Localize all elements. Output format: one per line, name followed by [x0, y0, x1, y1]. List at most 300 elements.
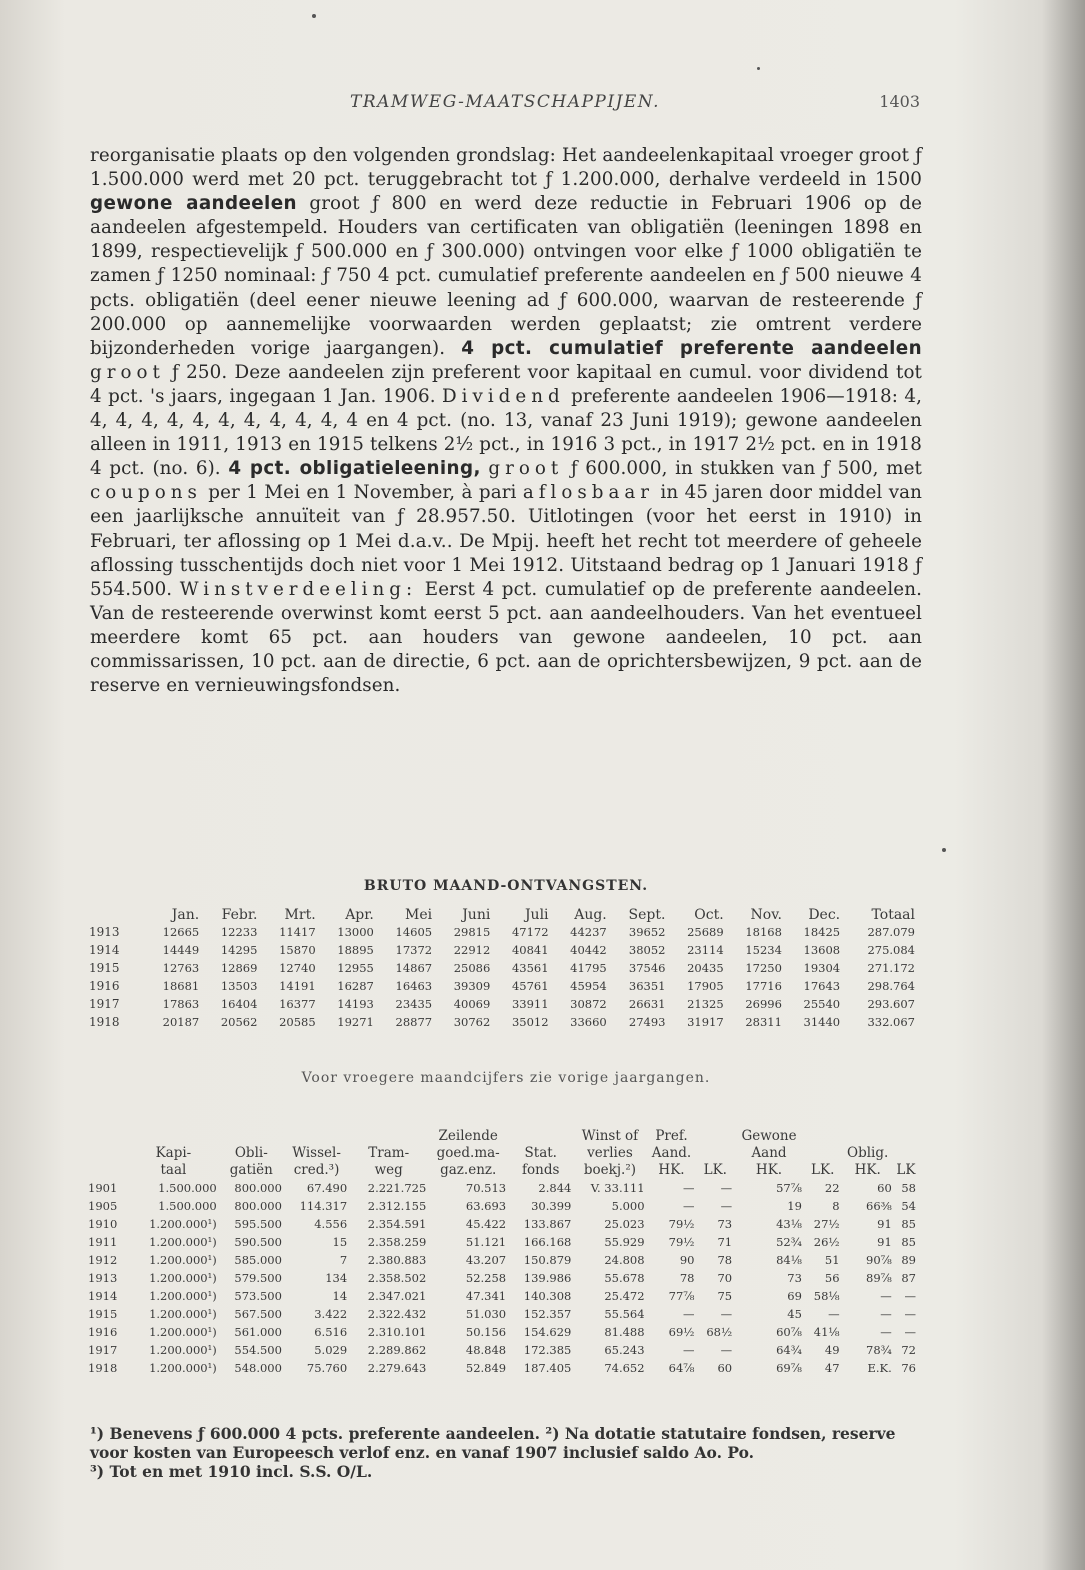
table-cell: 75.760	[306, 1361, 348, 1375]
table-cell: —	[682, 1181, 695, 1195]
table-cell: 78	[679, 1271, 695, 1285]
table-row	[86, 1341, 918, 1359]
table-cell: 17716	[745, 979, 782, 993]
table-cell: 20585	[279, 1015, 316, 1029]
table-cell: 33660	[570, 1015, 607, 1029]
table-cell: 31440	[803, 1015, 841, 1029]
table-cell: 25086	[453, 961, 491, 975]
table-cell: 30.399	[531, 1199, 572, 1213]
column-header: Jan.	[171, 906, 200, 923]
table-cell: 1916	[89, 979, 120, 993]
table-cell: 36351	[628, 979, 666, 993]
table-cell: —	[880, 1289, 892, 1303]
table-cell: 47.341	[465, 1289, 507, 1303]
table-cell: 14191	[279, 979, 316, 993]
table-cell: 2.358.259	[367, 1235, 427, 1249]
table-cell: 89	[901, 1253, 916, 1267]
table-cell: 52.258	[465, 1271, 507, 1285]
table-cell: 17863	[162, 997, 200, 1011]
table-cell: 25689	[687, 925, 724, 939]
table-cell: 39652	[628, 925, 666, 939]
table-cell: 79½	[668, 1235, 695, 1249]
table-row	[86, 1251, 918, 1269]
table-cell: 26631	[628, 997, 666, 1011]
table-cell: 48.848	[465, 1343, 507, 1357]
table-cell: 51.121	[465, 1235, 507, 1249]
table-cell: 58	[901, 1181, 916, 1195]
table-cell: 800.000	[234, 1199, 282, 1213]
table-cell: 40442	[570, 943, 607, 957]
column-header	[86, 1128, 128, 1179]
table-cell: —	[904, 1307, 916, 1321]
table-cell: 1.200.000¹)	[149, 1325, 217, 1339]
table-cell: 63.693	[465, 1199, 507, 1213]
table-cell: 22	[824, 1181, 840, 1195]
table-cell: 1913	[88, 1271, 118, 1285]
table-cell: 12665	[162, 925, 200, 939]
table-cell: 13000	[337, 925, 374, 939]
column-header: Oblig. HK.	[847, 1145, 889, 1178]
table-cell: 18425	[803, 925, 841, 939]
table-cell: 21325	[687, 997, 724, 1011]
table-cell: 43561	[511, 961, 549, 975]
table-cell: 19	[787, 1199, 802, 1213]
column-header: Sept.	[628, 906, 666, 923]
column-header: Totaal	[871, 906, 915, 923]
table-cell: 287.079	[867, 925, 915, 939]
table-cell: 52.849	[465, 1361, 507, 1375]
table-cell: 41795	[570, 961, 607, 975]
table-cell: 1905	[88, 1199, 118, 1213]
table-cell: 28877	[395, 1015, 433, 1029]
table-cell: 15870	[279, 943, 316, 957]
column-header: Apr.	[345, 906, 374, 923]
column-header: Aug.	[574, 906, 607, 923]
table-cell: 20187	[162, 1015, 200, 1029]
spaced-run: aflosbaar	[522, 482, 655, 504]
text-run: reorganisatie plaats op den volgenden grondslag: Het aandeelenkapitaal vroeger groot ƒ 1.500.000 werd met 20 pct. teruggebracht tot ƒ 1.200.000, derhalve verdeeld in 1500	[90, 145, 922, 191]
table-cell: 84⅛	[776, 1253, 802, 1267]
table-cell: 3.422	[314, 1307, 348, 1321]
table-cell: 150.879	[523, 1253, 572, 1267]
footnote-1: ¹) Benevens ƒ 600.000 4 pcts. preferente aandeelen. ²) Na dotatie statutaire fondsen, reserve voor kosten van Europeesch verlof enz. en vanaf 1907 inclusief saldo Ao. Po.	[90, 1424, 896, 1462]
table-cell: 152.357	[523, 1307, 572, 1321]
table-cell: 2.347.021	[367, 1289, 427, 1303]
table-cell: 2.380.883	[367, 1253, 427, 1267]
table-cell: 43.207	[465, 1253, 507, 1267]
table-row	[86, 1215, 918, 1233]
table-cell: 60	[717, 1361, 733, 1375]
column-header: LK.	[811, 1162, 835, 1178]
bold-heading-run: 4 pct. cumulatief preferente aandeelen	[461, 337, 922, 359]
table-cell: 67.490	[306, 1181, 348, 1195]
table-cell: 133.867	[523, 1217, 572, 1231]
table-cell: 1.200.000¹)	[149, 1253, 217, 1267]
table-cell: 1912	[88, 1253, 118, 1267]
table-cell: 2.310.101	[367, 1325, 427, 1339]
table-cell: —	[682, 1343, 695, 1357]
table-cell: 567.500	[234, 1307, 282, 1321]
table-cell: 55.929	[604, 1235, 645, 1249]
table-cell: 43⅛	[776, 1217, 802, 1231]
table-cell: 293.607	[867, 997, 915, 1011]
table-row	[86, 1287, 918, 1305]
table-cell: 27493	[628, 1015, 666, 1029]
table-cell: 1915	[89, 961, 120, 975]
column-header: Zeilende goed.ma- gaz.enz.	[436, 1128, 500, 1178]
table-cell: 1911	[88, 1235, 118, 1249]
table-cell: 90	[679, 1253, 695, 1267]
table-cell: 15	[332, 1235, 348, 1249]
table-cell: —	[880, 1307, 892, 1321]
running-head	[90, 92, 920, 116]
spaced-run: Dividend	[442, 385, 565, 407]
table-cell: 19271	[337, 1015, 374, 1029]
footnote-2: ³) Tot en met 1910 incl. S.S. O/L.	[90, 1462, 373, 1481]
column-header	[88, 906, 142, 923]
table-cell: —	[720, 1307, 733, 1321]
table-cell: 11417	[279, 925, 316, 939]
table-cell: 2.312.155	[367, 1199, 427, 1213]
monthly-receipts-table	[88, 906, 916, 1031]
table-cell: 68½	[706, 1325, 733, 1339]
table-cell: 134	[325, 1271, 348, 1285]
table-row	[86, 1269, 918, 1287]
table-cell: 49	[824, 1343, 840, 1357]
text-run: ƒ 250. Deze aandeelen zijn preferent voor kapitaal en cumul. voor dividend tot 4 pct. 's jaars, ingegaan 1 Jan. 1906.	[90, 361, 922, 407]
table-row	[86, 1233, 918, 1251]
column-header: Oct.	[694, 906, 724, 923]
table-cell: 33911	[511, 997, 549, 1011]
table-cell: 69⅞	[776, 1361, 802, 1375]
table-cell: 25.023	[604, 1217, 645, 1231]
table-cell: 19304	[803, 961, 841, 975]
table-cell: 55.678	[604, 1271, 645, 1285]
monthly-table-title: BRUTO MAAND-ONTVANGSTEN.	[363, 878, 649, 894]
table-cell: 1.200.000¹)	[149, 1235, 217, 1249]
table-cell: 4.556	[314, 1217, 348, 1231]
table-cell: 74.652	[604, 1361, 645, 1375]
table-cell: 87	[901, 1271, 916, 1285]
table-cell: 6.516	[314, 1325, 348, 1339]
column-header: Juni	[462, 906, 491, 923]
table-cell: 73	[787, 1271, 802, 1285]
text-run: ƒ 600.000, in stukken van ƒ 500, met	[563, 458, 922, 480]
table-row	[86, 1359, 918, 1377]
table-cell: 77⅞	[668, 1289, 695, 1303]
table-cell: 16287	[337, 979, 374, 993]
table-cell: V. 33.111	[590, 1181, 645, 1195]
table-cell: 29815	[453, 925, 491, 939]
spaced-run: groot	[488, 458, 564, 480]
table-cell: 2.221.725	[367, 1181, 427, 1195]
table-cell: 30872	[570, 997, 607, 1011]
text-run: in 45 jaren door middel van een jaarlijksche annuïteit van ƒ 28.957.50. Uitlotingen (voor het eerst in 1910) in Februari, ter aflossing op 1 Mei d.a.v.. De Mpij. heeft het recht tot meerdere of geheele aflossing tusschentijds doch niet voor 1 Mei 1912. Uitstaand bedrag op 1 Januari 1918 ƒ 554.500.	[90, 482, 923, 600]
table-cell: 26996	[745, 997, 782, 1011]
body-text	[90, 144, 922, 698]
table-cell: 2.844	[538, 1181, 572, 1195]
table-cell: 37546	[628, 961, 666, 975]
table-cell: —	[682, 1199, 695, 1213]
table-cell: —	[904, 1325, 916, 1339]
table-row	[88, 995, 916, 1013]
table-cell: 31917	[687, 1015, 724, 1029]
table-cell: 45.422	[465, 1217, 507, 1231]
table-row	[88, 923, 916, 941]
column-header: Obli- gatiën	[229, 1145, 273, 1178]
table-cell: 72	[901, 1343, 916, 1357]
table-cell: 70	[717, 1271, 733, 1285]
annual-figures-table	[86, 1128, 918, 1377]
table-cell: 172.385	[523, 1343, 572, 1357]
table-cell: 2.279.643	[367, 1361, 427, 1375]
table-cell: 51	[824, 1253, 840, 1267]
table-cell: 50.156	[465, 1325, 507, 1339]
table-cell: 12763	[162, 961, 200, 975]
table-header-row	[88, 906, 916, 923]
table-cell: 44237	[570, 925, 607, 939]
table-cell: 1.200.000¹)	[149, 1307, 217, 1321]
text-run: per 1 Mei en 1 November, à pari	[201, 482, 523, 504]
bold-heading-run: gewone aandeelen	[90, 193, 297, 215]
table-row	[88, 941, 916, 959]
table-cell: 60	[877, 1181, 892, 1195]
speck	[757, 67, 760, 70]
table-cell: 1.500.000	[158, 1199, 217, 1213]
column-header: LK.	[703, 1162, 727, 1178]
table-cell: 45954	[570, 979, 607, 993]
column-header: Kapi- taal	[155, 1145, 192, 1178]
table-cell: 91	[877, 1217, 892, 1231]
table-cell: 69	[787, 1289, 802, 1303]
table-cell: 1917	[88, 1343, 118, 1357]
footnotes	[90, 1424, 922, 1481]
table-cell: —	[720, 1343, 733, 1357]
table-cell: 76	[901, 1361, 916, 1375]
table-cell: 17372	[395, 943, 433, 957]
column-header: Juli	[524, 906, 549, 923]
table-cell: 14295	[220, 943, 258, 957]
table-cell: —	[682, 1307, 695, 1321]
column-header: Stat. fonds	[522, 1145, 560, 1178]
table-cell: 28311	[745, 1015, 782, 1029]
table-cell: 75	[717, 1289, 733, 1303]
table-cell: 51.030	[465, 1307, 507, 1321]
table-cell: 14605	[395, 925, 433, 939]
table-cell: 45761	[511, 979, 549, 993]
table-cell: 1.200.000¹)	[149, 1217, 217, 1231]
table-cell: —	[880, 1325, 892, 1339]
table-cell: 47172	[511, 925, 549, 939]
table-cell: 17250	[745, 961, 782, 975]
table-cell: 271.172	[867, 961, 915, 975]
table-cell: 56	[824, 1271, 840, 1285]
table-cell: 17643	[803, 979, 841, 993]
table-cell: 14193	[337, 997, 374, 1011]
table-cell: 554.500	[234, 1343, 282, 1357]
table-cell: —	[720, 1181, 733, 1195]
table-cell: 1.200.000¹)	[149, 1271, 217, 1285]
table-cell: 91	[877, 1235, 892, 1249]
table-cell: 590.500	[234, 1235, 282, 1249]
table-cell: 40069	[453, 997, 491, 1011]
table-cell: 18168	[745, 925, 782, 939]
column-header: Mrt.	[284, 906, 316, 923]
table-cell: 14	[332, 1289, 348, 1303]
speck	[312, 14, 316, 18]
table-cell: 166.168	[523, 1235, 572, 1249]
table-cell: 64⅞	[668, 1361, 695, 1375]
table-cell: E.K.	[867, 1361, 892, 1375]
page-number: 1403	[879, 92, 920, 111]
table-cell: 90⅞	[866, 1253, 892, 1267]
table-cell: 73	[717, 1217, 733, 1231]
table-cell: 64¾	[776, 1343, 802, 1357]
table-cell: 8	[832, 1199, 840, 1213]
table-cell: 89⅞	[866, 1271, 892, 1285]
table-cell: 12740	[279, 961, 316, 975]
table-cell: 1.500.000	[158, 1181, 217, 1195]
table-cell: 579.500	[234, 1271, 282, 1285]
table-row	[88, 977, 916, 995]
column-header: Nov.	[750, 906, 782, 923]
table-cell: 595.500	[234, 1217, 282, 1231]
table-cell: 17905	[687, 979, 724, 993]
table-cell: 1910	[88, 1217, 118, 1231]
column-header: Gewone Aand HK.	[741, 1128, 797, 1178]
table-cell: 298.764	[867, 979, 915, 993]
table-cell: —	[828, 1307, 840, 1321]
table-cell: 1918	[88, 1361, 118, 1375]
table-cell: 35012	[511, 1015, 549, 1029]
table-cell: 13503	[220, 979, 258, 993]
table-cell: —	[720, 1199, 733, 1213]
table-cell: 1913	[89, 925, 120, 939]
table-cell: 60⅞	[776, 1325, 802, 1339]
running-title: TRAMWEG-MAATSCHAPPIJEN.	[350, 92, 660, 112]
table-cell: 18895	[337, 943, 374, 957]
table-cell: 14867	[395, 961, 433, 975]
table-cell: 54	[901, 1199, 916, 1213]
table-row	[86, 1197, 918, 1215]
table-cell: 114.317	[299, 1199, 348, 1213]
table-cell: 1916	[88, 1325, 118, 1339]
table-cell: 45	[787, 1307, 802, 1321]
table-cell: 66⅜	[866, 1199, 892, 1213]
column-header: Febr.	[221, 906, 258, 923]
table-cell: 22912	[453, 943, 491, 957]
column-header: Mei	[404, 906, 433, 923]
table-cell: 57⅞	[776, 1181, 802, 1195]
table-row	[86, 1179, 918, 1197]
table-cell: 55.564	[604, 1307, 645, 1321]
table-cell: 18681	[162, 979, 200, 993]
table-cell: 65.243	[604, 1343, 645, 1357]
text-run: Eerst 4 pct. cumulatief op de preferente aandeelen. Van de resteerende overwinst komt eerst 5 pct. aan aandeelhouders. Van het eventueel meerdere komt 65 pct. aan houders van gewone aandeelen, 10 pct. aan commissarissen, 10 pct. aan de directie, 6 pct. aan de oprichtersbewijzen, 9 pct. aan de reserve en vernieuwingsfondsen.	[90, 578, 922, 697]
table-cell: 1.200.000¹)	[149, 1343, 217, 1357]
table-cell: 139.986	[523, 1271, 572, 1285]
column-header: LK	[896, 1162, 916, 1178]
table-cell: 25540	[803, 997, 841, 1011]
table-cell: 15234	[745, 943, 782, 957]
spaced-run: Winstverdeeling:	[179, 578, 418, 600]
table-cell: 1914	[88, 1289, 118, 1303]
table-cell: 26½	[813, 1235, 840, 1249]
table-cell: 7	[339, 1253, 348, 1267]
table-row	[86, 1305, 918, 1323]
table-cell: 2.358.502	[367, 1271, 427, 1285]
speck	[942, 848, 946, 852]
table-cell: 13608	[803, 943, 841, 957]
table-cell: 187.405	[523, 1361, 572, 1375]
table-cell: 47	[824, 1361, 840, 1375]
table-cell: 1914	[89, 943, 120, 957]
column-header: Dec.	[808, 906, 841, 923]
table-note: Voor vroegere maandcijfers zie vorige jaargangen.	[301, 1070, 711, 1086]
table-cell: 12955	[337, 961, 374, 975]
table-cell: 52¾	[776, 1235, 802, 1249]
body-paragraph	[90, 144, 922, 698]
table-header-row	[86, 1128, 918, 1179]
spaced-run: groot	[90, 361, 165, 383]
table-cell: 81.488	[604, 1325, 645, 1339]
column-header: Wissel- cred.³)	[292, 1145, 341, 1178]
table-cell: 16404	[220, 997, 258, 1011]
table-cell: 5.000	[611, 1199, 645, 1213]
table-cell: 16463	[395, 979, 433, 993]
table-row	[88, 1013, 916, 1031]
table-cell: 800.000	[234, 1181, 282, 1195]
spaced-run: coupons	[90, 482, 202, 504]
table-cell: 38052	[628, 943, 666, 957]
table-cell: 548.000	[234, 1361, 282, 1375]
table-row	[86, 1323, 918, 1341]
table-cell: 12233	[220, 925, 258, 939]
table-cell: —	[904, 1289, 916, 1303]
column-header: Tram- weg	[368, 1145, 410, 1178]
table-cell: 23435	[395, 997, 433, 1011]
table-cell: 25.472	[604, 1289, 645, 1303]
table-cell: 30762	[453, 1015, 491, 1029]
table-cell: 1917	[89, 997, 120, 1011]
table-cell: 275.084	[867, 943, 915, 957]
table-cell: 24.808	[604, 1253, 645, 1267]
text-run: preferente aandeelen 1906—1918: 4, 4, 4, 4, 4, 4, 4, 4, 4, 4, 4, 4 en 4 pct. (no. 13, vanaf 23 Juni 1919); gewone aandeelen alleen in 1911, 1913 en 1915 telkens 2½ pct., in 1916 3 pct., in 1917 2½ pct. en in 1918 4 pct. (no. 6).	[90, 385, 922, 480]
table-cell: 71	[717, 1235, 733, 1249]
table-cell: 14449	[162, 943, 200, 957]
table-cell: 1.200.000¹)	[149, 1361, 217, 1375]
table-cell: 27½	[813, 1217, 840, 1231]
table-cell: 70.513	[465, 1181, 507, 1195]
table-cell: 585.000	[234, 1253, 282, 1267]
table-cell: 58⅛	[813, 1289, 840, 1303]
table-cell: 20435	[687, 961, 724, 975]
table-cell: 1.200.000¹)	[149, 1289, 217, 1303]
table-cell: 23114	[687, 943, 724, 957]
table-cell: 85	[901, 1235, 916, 1249]
table-cell: 5.029	[314, 1343, 348, 1357]
table-cell: 2.322.432	[367, 1307, 427, 1321]
table-cell: 20562	[220, 1015, 258, 1029]
table-cell: 2.289.862	[367, 1343, 427, 1357]
table-cell: 78	[717, 1253, 733, 1267]
table-cell: 79½	[668, 1217, 695, 1231]
text-run: groot ƒ 800 en werd deze reductie in Februari 1906 op de aandeelen afgestempeld. Houders van certificaten van obligatiën (leeningen 1898 en 1899, respectievelijk ƒ 500.000 en ƒ 300.000) ontvingen voor elke ƒ 1000 obligatiën te zamen ƒ 1250 nominaal: ƒ 750 4 pct. cumulatief preferente aandeelen en ƒ 500 nieuwe 4 pcts. obligatiën (deel eener nieuwe leening ad ƒ 600.000, waarvan de resteerende ƒ 200.000 op aannemelijke voorwaarden werden geplaatst; zie omtrent verdere bijzonderheden vorige jaargangen).	[90, 193, 922, 359]
table-cell: 154.629	[523, 1325, 572, 1339]
table-cell: 85	[901, 1217, 916, 1231]
column-header: Pref. Aand. HK.	[651, 1128, 692, 1178]
bold-heading-run: 4 pct. obligatieleening,	[228, 458, 481, 480]
